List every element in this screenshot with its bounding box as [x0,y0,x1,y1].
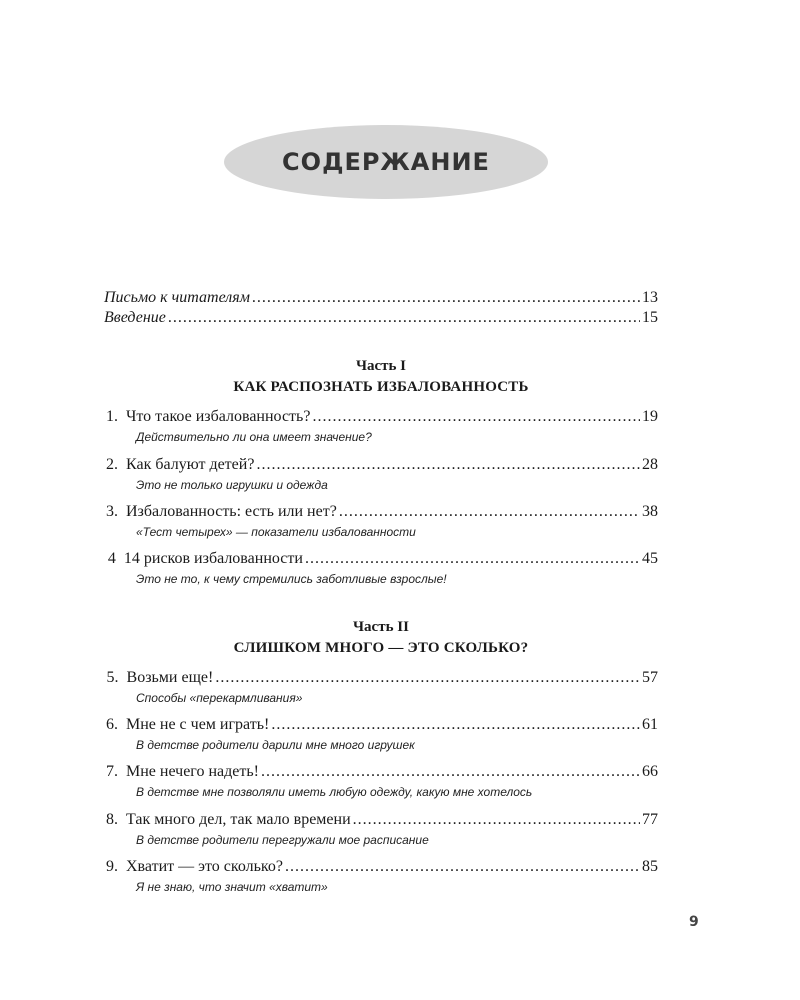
chapter-page: 28 [642,456,658,473]
chapter-subtitle: В детстве мне позволяли иметь любую одежду, какую мне хотелось [136,785,533,799]
chapter-entry[interactable] [106,810,658,848]
chapter-number: 4 [107,550,116,567]
chapter-page: 85 [642,858,658,875]
chapter-number: 2. [106,456,118,473]
chapter-subtitle: Способы «перекармливания» [136,691,303,705]
chapter-subtitle: Я не знаю, что значит «хватит» [136,880,328,894]
chapter-subtitle: Это не то, к чему стремились заботливые взрослые! [136,572,447,586]
chapter-title: Так много дел, так мало времени [126,811,351,828]
chapter-title: Хватит — это сколько? [126,858,283,875]
dot-leader [312,407,640,427]
chapter-entry[interactable] [106,762,658,800]
entry-label: Введение [104,309,166,326]
chapter-entry[interactable] [106,857,658,895]
chapter-title: Мне не с чем играть! [126,716,270,733]
chapter-entry[interactable] [106,455,658,493]
chapter-number: 1. [106,408,118,425]
chapter-subtitle: Действительно ли она имеет значение? [136,430,372,444]
chapter-entry[interactable] [106,502,658,540]
chapter-title: Как балуют детей? [126,456,255,473]
chapter-title: Мне нечего надеть! [126,763,259,780]
chapter-subtitle: В детстве родители дарили мне много игрушек [136,738,415,752]
chapter-entry[interactable] [106,668,658,706]
toc-title-oval [224,125,548,199]
chapter-entry[interactable] [106,715,658,753]
chapter-title: 14 рисков избалованности [123,550,303,567]
entry-page: 15 [642,309,658,326]
chapter-number: 3. [106,503,118,520]
dot-leader [256,455,640,475]
dot-leader [353,810,640,830]
dot-leader [261,762,640,782]
chapter-title: Избалованность: есть или нет? [126,503,337,520]
part-title: СЛИШКОМ МНОГО — ЭТО СКОЛЬКО? [233,640,529,656]
chapter-entry[interactable] [106,407,658,445]
toc-title: СОДЕРЖАНИЕ [282,148,490,176]
chapter-number: 6. [106,716,118,733]
chapter-entry[interactable] [106,549,658,587]
dot-leader [168,308,640,328]
chapter-title: Что такое избалованность? [126,408,311,425]
part-heading [104,617,658,659]
dot-leader [252,288,640,308]
entry-label: Письмо к читателям [104,289,250,306]
chapter-subtitle: «Тест четырех» — показатели избалованности [136,525,416,539]
dot-leader [285,857,640,877]
chapter-number: 9. [106,858,118,875]
dot-leader [339,502,640,522]
front-matter-item[interactable] [104,308,658,328]
part-number: Часть II [353,619,409,635]
chapter-subtitle: Это не только игрушки и одежда [136,478,328,492]
chapter-page: 61 [642,716,658,733]
part-title: КАК РАСПОЗНАТЬ ИЗБАЛОВАННОСТЬ [233,379,529,395]
front-matter-item[interactable] [104,288,658,308]
dot-leader [305,549,640,569]
dot-leader [271,715,640,735]
page-number: 9 [689,914,699,930]
part-heading [104,356,658,398]
chapter-number: 7. [106,763,118,780]
chapter-page: 77 [642,811,658,828]
chapter-number: 8. [106,811,118,828]
entry-page: 13 [642,289,658,306]
chapter-number: 5. [106,669,119,686]
chapter-page: 38 [642,503,658,520]
dot-leader [215,668,640,688]
chapter-page: 57 [642,669,658,686]
chapter-title: Возьми еще! [126,669,214,686]
chapter-page: 19 [642,408,658,425]
part-number: Часть I [355,358,407,374]
chapter-page: 66 [642,763,658,780]
chapter-page: 45 [642,550,658,567]
chapter-subtitle: В детстве родители перегружали мое расписание [136,833,429,847]
